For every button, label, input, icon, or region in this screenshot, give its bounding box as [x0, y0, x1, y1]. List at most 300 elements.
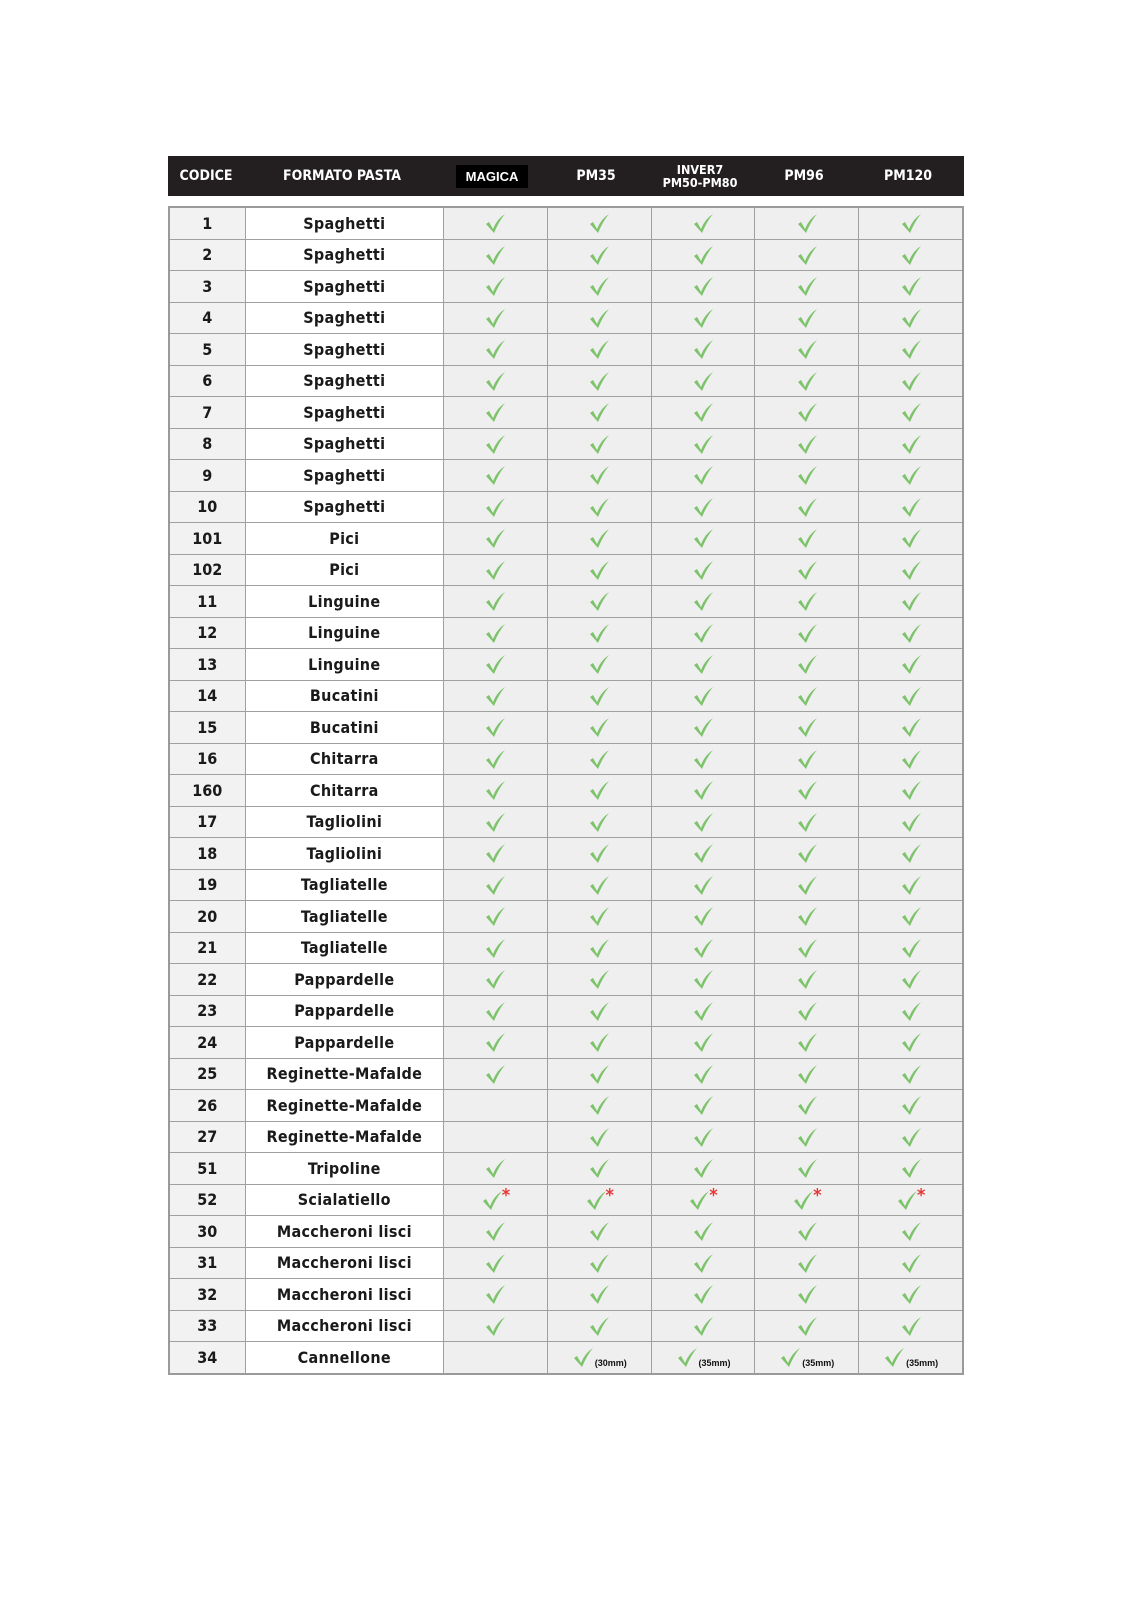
check-icon [484, 716, 506, 738]
cell-format: Spaghetti [245, 207, 444, 239]
cell-inver7 [651, 901, 755, 933]
cell-pm120 [859, 995, 963, 1027]
cell-pm35 [547, 207, 651, 239]
cell-code: 4 [169, 302, 245, 334]
check-icon [796, 590, 818, 612]
check-icon [792, 1189, 814, 1211]
cell-pm120 [859, 586, 963, 618]
check-icon [588, 748, 610, 770]
cell-magica [444, 1342, 548, 1374]
check-icon [692, 716, 714, 738]
check-icon [588, 968, 610, 990]
cell-pm35 [547, 901, 651, 933]
cell-format: Linguine [245, 649, 444, 681]
cell-pm35 [547, 964, 651, 996]
check-icon [796, 1220, 818, 1242]
cell-inver7 [651, 302, 755, 334]
check-icon [588, 842, 610, 864]
size-note: (30mm) [594, 1358, 627, 1369]
cell-code: 8 [169, 428, 245, 460]
cell-format: Maccheroni lisci [245, 1247, 444, 1279]
cell-code: 5 [169, 334, 245, 366]
cell-magica [444, 365, 548, 397]
table-row [169, 365, 963, 397]
cell-pm96 [755, 397, 859, 429]
cell-pm96 [755, 302, 859, 334]
cell-pm35 [547, 680, 651, 712]
cell-pm35 [547, 1184, 651, 1216]
header-pm96: PM96 [784, 168, 824, 184]
check-icon [896, 1189, 918, 1211]
check-icon [796, 1157, 818, 1179]
check-icon [796, 370, 818, 392]
cell-inver7 [651, 712, 755, 744]
cell-pm120 [859, 239, 963, 271]
cell-pm35 [547, 743, 651, 775]
table-row [169, 491, 963, 523]
check-icon [588, 307, 610, 329]
cell-magica [444, 964, 548, 996]
cell-pm96 [755, 365, 859, 397]
table-row [169, 1310, 963, 1342]
cell-inver7 [651, 1342, 755, 1374]
cell-pm96 [755, 869, 859, 901]
header-pm120: PM120 [883, 168, 933, 184]
check-icon [796, 842, 818, 864]
check-icon [588, 716, 610, 738]
check-icon [900, 1126, 922, 1148]
table-row [169, 1247, 963, 1279]
cell-pm35 [547, 460, 651, 492]
cell-magica [444, 1310, 548, 1342]
cell-magica [444, 649, 548, 681]
cell-pm120 [859, 271, 963, 303]
cell-magica [444, 1090, 548, 1122]
check-icon [692, 842, 714, 864]
table-row [169, 838, 963, 870]
cell-inver7 [651, 1058, 755, 1090]
table-row [169, 207, 963, 239]
cell-pm96 [755, 1279, 859, 1311]
cell-pm96 [755, 271, 859, 303]
check-icon [484, 968, 506, 990]
cell-code: 16 [169, 743, 245, 775]
check-icon [588, 1157, 610, 1179]
cell-code: 25 [169, 1058, 245, 1090]
check-icon [588, 401, 610, 423]
cell-format: Spaghetti [245, 365, 444, 397]
header-inver7 [648, 163, 752, 189]
cell-format: Linguine [245, 586, 444, 618]
cell-code: 34 [169, 1342, 245, 1374]
check-icon [900, 1000, 922, 1022]
check-icon [796, 1031, 818, 1053]
cell-format: Cannellone [245, 1342, 444, 1374]
cell-pm120 [859, 1058, 963, 1090]
cell-magica [444, 460, 548, 492]
cell-pm120 [859, 932, 963, 964]
check-icon [900, 1283, 922, 1305]
cell-pm120 [859, 869, 963, 901]
cell-pm35 [547, 932, 651, 964]
check-icon [692, 527, 714, 549]
cell-pm35 [547, 1121, 651, 1153]
check-icon [588, 464, 610, 486]
check-icon [796, 1252, 818, 1274]
cell-pm35 [547, 302, 651, 334]
cell-pm35 [547, 554, 651, 586]
cell-pm35 [547, 586, 651, 618]
cell-pm96 [755, 1342, 859, 1374]
cell-code: 11 [169, 586, 245, 618]
header-inver7-line2: PM50-PM80 [662, 175, 738, 190]
check-icon [588, 527, 610, 549]
check-icon [692, 1000, 714, 1022]
table-row [169, 1216, 963, 1248]
cell-format: Spaghetti [245, 334, 444, 366]
header-format: FORMATO PASTA [283, 168, 401, 184]
table-row [169, 1058, 963, 1090]
check-icon [796, 968, 818, 990]
check-icon [692, 937, 714, 959]
cell-pm120 [859, 1153, 963, 1185]
table-row [169, 806, 963, 838]
check-icon [484, 1063, 506, 1085]
check-icon [588, 905, 610, 927]
check-icon [796, 244, 818, 266]
cell-inver7 [651, 239, 755, 271]
cell-pm35 [547, 491, 651, 523]
check-icon [692, 244, 714, 266]
check-icon [692, 212, 714, 234]
check-icon [900, 1063, 922, 1085]
cell-pm96 [755, 680, 859, 712]
cell-format: Reginette-Mafalde [245, 1121, 444, 1153]
cell-pm96 [755, 554, 859, 586]
check-icon [883, 1346, 905, 1368]
cell-pm120 [859, 1342, 963, 1374]
cell-code: 52 [169, 1184, 245, 1216]
check-icon [588, 1252, 610, 1274]
header-code: CODICE [179, 168, 233, 184]
cell-magica [444, 1153, 548, 1185]
size-note: (35mm) [802, 1358, 835, 1369]
check-icon [796, 559, 818, 581]
check-icon [692, 779, 714, 801]
table-row [169, 743, 963, 775]
check-icon [588, 496, 610, 518]
asterisk-note: * [501, 1184, 511, 1206]
table-row [169, 1121, 963, 1153]
cell-magica [444, 1058, 548, 1090]
table-row [169, 334, 963, 366]
cell-pm120 [859, 806, 963, 838]
cell-format: Chitarra [245, 743, 444, 775]
cell-inver7 [651, 775, 755, 807]
cell-pm35 [547, 365, 651, 397]
cell-inver7 [651, 806, 755, 838]
cell-magica [444, 680, 548, 712]
check-icon [588, 559, 610, 581]
check-icon [900, 748, 922, 770]
check-icon [481, 1189, 503, 1211]
table-row [169, 460, 963, 492]
cell-inver7 [651, 365, 755, 397]
cell-format: Reginette-Mafalde [245, 1058, 444, 1090]
cell-code: 6 [169, 365, 245, 397]
cell-pm120 [859, 428, 963, 460]
table-row [169, 964, 963, 996]
asterisk-note: * [916, 1184, 926, 1206]
cell-magica [444, 334, 548, 366]
cell-magica [444, 838, 548, 870]
check-icon [796, 338, 818, 360]
cell-format: Bucatini [245, 680, 444, 712]
cell-pm96 [755, 806, 859, 838]
check-icon [900, 212, 922, 234]
cell-pm35 [547, 271, 651, 303]
cell-inver7 [651, 397, 755, 429]
cell-pm120 [859, 1247, 963, 1279]
cell-pm120 [859, 1310, 963, 1342]
table-row [169, 554, 963, 586]
cell-code: 23 [169, 995, 245, 1027]
check-icon [484, 779, 506, 801]
check-icon [484, 1283, 506, 1305]
cell-magica [444, 932, 548, 964]
cell-pm120 [859, 554, 963, 586]
cell-magica [444, 1247, 548, 1279]
check-icon [588, 1220, 610, 1242]
check-icon [796, 905, 818, 927]
check-icon [692, 275, 714, 297]
check-icon [588, 622, 610, 644]
cell-format: Tagliolini [245, 838, 444, 870]
cell-format: Pici [245, 554, 444, 586]
check-icon [676, 1346, 698, 1368]
cell-pm96 [755, 1216, 859, 1248]
cell-format: Pappardelle [245, 964, 444, 996]
cell-code: 13 [169, 649, 245, 681]
cell-pm96 [755, 775, 859, 807]
check-icon [796, 527, 818, 549]
cell-pm35 [547, 649, 651, 681]
table-row [169, 680, 963, 712]
cell-magica [444, 491, 548, 523]
check-icon [796, 1315, 818, 1337]
cell-pm35 [547, 397, 651, 429]
table-row [169, 869, 963, 901]
cell-code: 7 [169, 397, 245, 429]
compatibility-table [168, 206, 964, 1375]
check-icon [900, 842, 922, 864]
cell-inver7 [651, 1247, 755, 1279]
cell-code: 160 [169, 775, 245, 807]
cell-pm35 [547, 1027, 651, 1059]
check-icon [692, 968, 714, 990]
cell-pm96 [755, 239, 859, 271]
check-icon [484, 1031, 506, 1053]
check-icon [484, 874, 506, 896]
cell-format: Chitarra [245, 775, 444, 807]
cell-pm120 [859, 397, 963, 429]
check-icon [692, 622, 714, 644]
cell-inver7 [651, 1184, 755, 1216]
cell-inver7 [651, 428, 755, 460]
cell-pm120 [859, 680, 963, 712]
cell-format: Spaghetti [245, 397, 444, 429]
cell-format: Reginette-Mafalde [245, 1090, 444, 1122]
check-icon [588, 275, 610, 297]
cell-code: 32 [169, 1279, 245, 1311]
cell-magica [444, 1121, 548, 1153]
cell-pm35 [547, 523, 651, 555]
cell-code: 24 [169, 1027, 245, 1059]
cell-pm96 [755, 1058, 859, 1090]
table-row [169, 995, 963, 1027]
table-row [169, 397, 963, 429]
cell-magica [444, 995, 548, 1027]
check-icon [484, 338, 506, 360]
check-icon [900, 874, 922, 896]
check-icon [900, 811, 922, 833]
check-icon [692, 1031, 714, 1053]
check-icon [484, 464, 506, 486]
cell-pm96 [755, 617, 859, 649]
cell-pm120 [859, 1027, 963, 1059]
check-icon [484, 1252, 506, 1274]
check-icon [900, 653, 922, 675]
check-icon [692, 496, 714, 518]
cell-inver7 [651, 869, 755, 901]
cell-magica [444, 302, 548, 334]
check-icon [796, 685, 818, 707]
check-icon [692, 401, 714, 423]
check-icon [900, 527, 922, 549]
cell-pm120 [859, 460, 963, 492]
cell-format: Spaghetti [245, 460, 444, 492]
cell-pm120 [859, 1216, 963, 1248]
check-icon [796, 1063, 818, 1085]
check-icon [484, 1315, 506, 1337]
check-icon [900, 433, 922, 455]
cell-pm96 [755, 1121, 859, 1153]
table-row [169, 617, 963, 649]
cell-pm96 [755, 428, 859, 460]
cell-pm96 [755, 712, 859, 744]
check-icon [692, 685, 714, 707]
check-icon [692, 653, 714, 675]
cell-code: 17 [169, 806, 245, 838]
cell-magica [444, 775, 548, 807]
header-pm35: PM35 [576, 168, 616, 184]
cell-code: 102 [169, 554, 245, 586]
check-icon [692, 590, 714, 612]
check-icon [484, 559, 506, 581]
cell-pm35 [547, 617, 651, 649]
cell-format: Pappardelle [245, 1027, 444, 1059]
cell-pm35 [547, 428, 651, 460]
check-icon [572, 1346, 594, 1368]
cell-code: 101 [169, 523, 245, 555]
check-icon [585, 1189, 607, 1211]
cell-code: 10 [169, 491, 245, 523]
table-row [169, 1090, 963, 1122]
cell-magica [444, 1027, 548, 1059]
table-row [169, 649, 963, 681]
cell-pm96 [755, 995, 859, 1027]
check-icon [692, 874, 714, 896]
cell-pm120 [859, 334, 963, 366]
header-magica [440, 165, 544, 188]
check-icon [900, 370, 922, 392]
cell-pm120 [859, 1121, 963, 1153]
table-header [168, 156, 964, 196]
cell-pm35 [547, 838, 651, 870]
cell-pm120 [859, 365, 963, 397]
cell-format: Tagliolini [245, 806, 444, 838]
check-icon [900, 716, 922, 738]
table-row [169, 1153, 963, 1185]
check-icon [900, 1157, 922, 1179]
cell-pm96 [755, 838, 859, 870]
cell-code: 3 [169, 271, 245, 303]
cell-inver7 [651, 995, 755, 1027]
cell-pm120 [859, 302, 963, 334]
cell-inver7 [651, 1121, 755, 1153]
cell-pm35 [547, 1247, 651, 1279]
cell-format: Maccheroni lisci [245, 1279, 444, 1311]
cell-pm35 [547, 1342, 651, 1374]
cell-inver7 [651, 491, 755, 523]
check-icon [484, 811, 506, 833]
check-icon [588, 370, 610, 392]
check-icon [692, 1252, 714, 1274]
header-inver7-line1: INVER7 [676, 162, 724, 177]
cell-code: 33 [169, 1310, 245, 1342]
asterisk-note: * [709, 1184, 718, 1206]
check-icon [900, 1252, 922, 1274]
check-icon [588, 1094, 610, 1116]
cell-pm96 [755, 1310, 859, 1342]
cell-code: 21 [169, 932, 245, 964]
check-icon [588, 590, 610, 612]
check-icon [900, 1094, 922, 1116]
cell-magica [444, 712, 548, 744]
cell-pm96 [755, 1027, 859, 1059]
cell-pm120 [859, 207, 963, 239]
cell-pm120 [859, 901, 963, 933]
check-icon [796, 653, 818, 675]
check-icon [588, 338, 610, 360]
cell-inver7 [651, 680, 755, 712]
cell-pm35 [547, 1090, 651, 1122]
check-icon [796, 1094, 818, 1116]
cell-pm35 [547, 1058, 651, 1090]
cell-pm96 [755, 1153, 859, 1185]
cell-inver7 [651, 1090, 755, 1122]
check-icon [692, 1283, 714, 1305]
cell-inver7 [651, 271, 755, 303]
check-icon [900, 1220, 922, 1242]
check-icon [796, 811, 818, 833]
check-icon [900, 401, 922, 423]
check-icon [588, 244, 610, 266]
cell-magica [444, 901, 548, 933]
check-icon [484, 401, 506, 423]
check-icon [484, 685, 506, 707]
cell-pm96 [755, 207, 859, 239]
